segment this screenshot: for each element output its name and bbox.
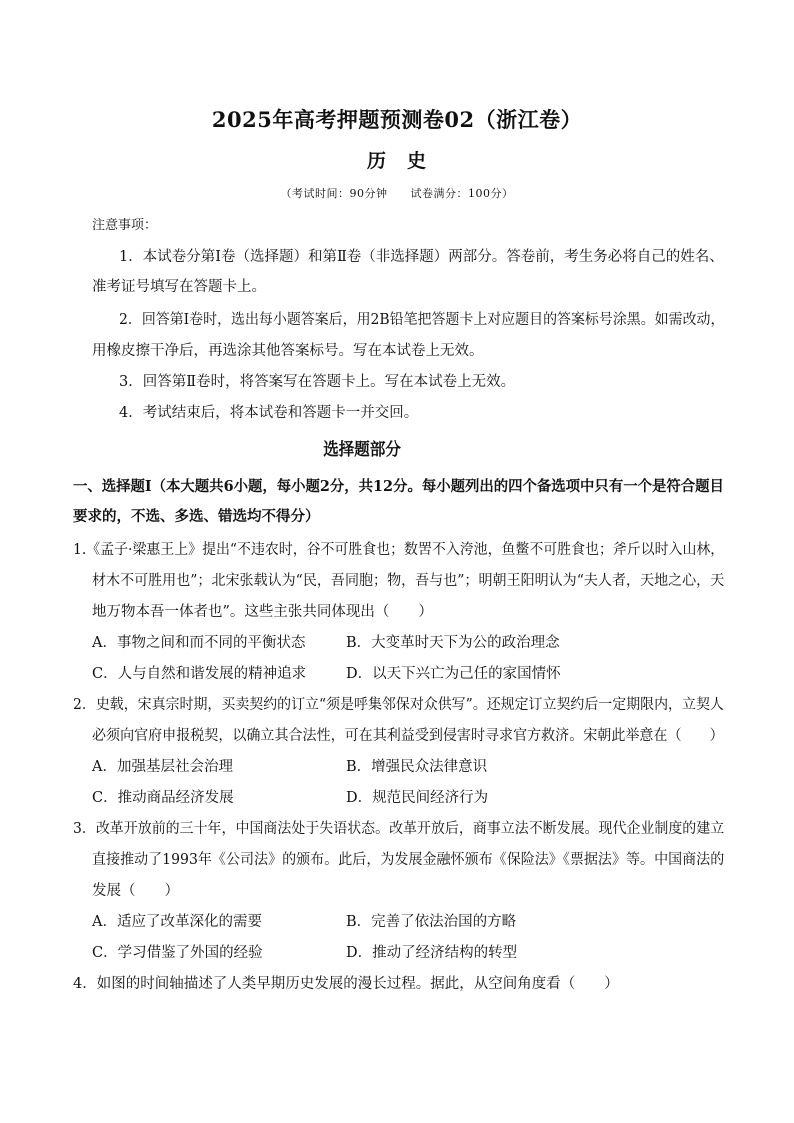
question-1-option-c[interactable]: C．人与自然和谐发展的精神追求 (92, 666, 307, 682)
question-2-option-a[interactable]: A．加强基层社会治理 (92, 759, 233, 775)
question-3-option-c[interactable]: C．学习借鉴了外国的经验 (92, 945, 263, 961)
question-2-option-b[interactable]: B．增强民众法律意识 (346, 759, 488, 775)
notice-line: 准考证号填写在答题卡上。 (92, 279, 266, 295)
question-2-option-c[interactable]: C．推动商品经济发展 (92, 790, 234, 806)
section-instructions: 要求的，不选、多选、错选均不得分） (73, 508, 320, 525)
question-1-line: 材木不可胜用也”；北宋张载认为“民，吾同胞；物，吾与也”；明朝王阳明认为“夫人者，天地之心，天 (92, 573, 725, 589)
question-1-line: 1.《孟子·梁惠王上》提出“不违农时，谷不可胜食也；数罟不入洿池，鱼鳖不可胜食也；斧斤以时入山林， (73, 542, 725, 558)
question-3-line: 直接推动了1993年《公司法》的颁布。此后，为发展金融怀颁布《保险法》《票据法》等。中国商法的 (92, 852, 725, 868)
question-1-option-d[interactable]: D．以天下兴亡为己任的家国情怀 (346, 666, 561, 682)
question-3-line: 发展（ ） (92, 883, 179, 899)
question-4-line: 4．如图的时间轴描述了人类早期历史发展的漫长过程。据此，从空间角度看（ ） (73, 976, 619, 992)
question-2-line: 必须向官府申报税契，以确立其合法性，可在其利益受到侵害时寻求官方救济。宋朝此举意在（ ） (92, 728, 724, 744)
exam-title: 2025年高考押题预测卷02（浙江卷） (211, 107, 583, 132)
question-3-option-a[interactable]: A．适应了改革深化的需要 (92, 914, 262, 930)
question-2-line: 2．史载，宋真宗时期，买卖契约的订立“须是呼集邻保对众供写”。还规定订立契约后一定期限内，立契人 (73, 697, 724, 713)
subject-title: 历 史 (366, 150, 427, 172)
question-1-option-b[interactable]: B．大变革时天下为公的政治理念 (346, 635, 560, 651)
notice-line: 1．本试卷分第Ⅰ卷（选择题）和第Ⅱ卷（非选择题）两部分。答卷前，考生务必将自己的姓名、 (119, 249, 724, 265)
notice-line: 3．回答第Ⅱ卷时，将答案写在答题卡上。写在本试卷上无效。 (119, 374, 516, 390)
notice-line: 4．考试结束后，将本试卷和答题卡一并交回。 (119, 405, 419, 421)
section-title: 选择题部分 (323, 440, 401, 460)
question-3-line: 3．改革开放前的三十年，中国商法处于失语状态。改革开放后，商事立法不断发展。现代企业制度的建立 (73, 821, 725, 837)
question-3-option-d[interactable]: D．推动了经济结构的转型 (346, 945, 518, 961)
question-2-option-d[interactable]: D．规范民间经济行为 (346, 790, 489, 806)
question-1-option-a[interactable]: A．事物之间和而不同的平衡状态 (92, 635, 306, 651)
notice-line: 2．回答第Ⅰ卷时，选出每小题答案后，用2B铅笔把答题卡上对应题目的答案标号涂黑。如需改动， (119, 312, 725, 328)
exam-info: （考试时间：90分钟 试卷满分：100分） (280, 187, 514, 200)
notice-line: 用橡皮擦干净后，再选涂其他答案标号。写在本试卷上无效。 (92, 343, 484, 359)
question-1-line: 地万物本吾一体者也”。这些主张共同体现出（ ） (92, 604, 433, 620)
section-instructions: 一、选择题Ⅰ（本大题共6小题，每小题2分，共12分。每小题列出的四个备选项中只有一个是符合题目 (73, 478, 724, 495)
notice-heading: 注意事项： (92, 218, 158, 233)
question-3-option-b[interactable]: B．完善了依法治国的方略 (346, 914, 517, 930)
